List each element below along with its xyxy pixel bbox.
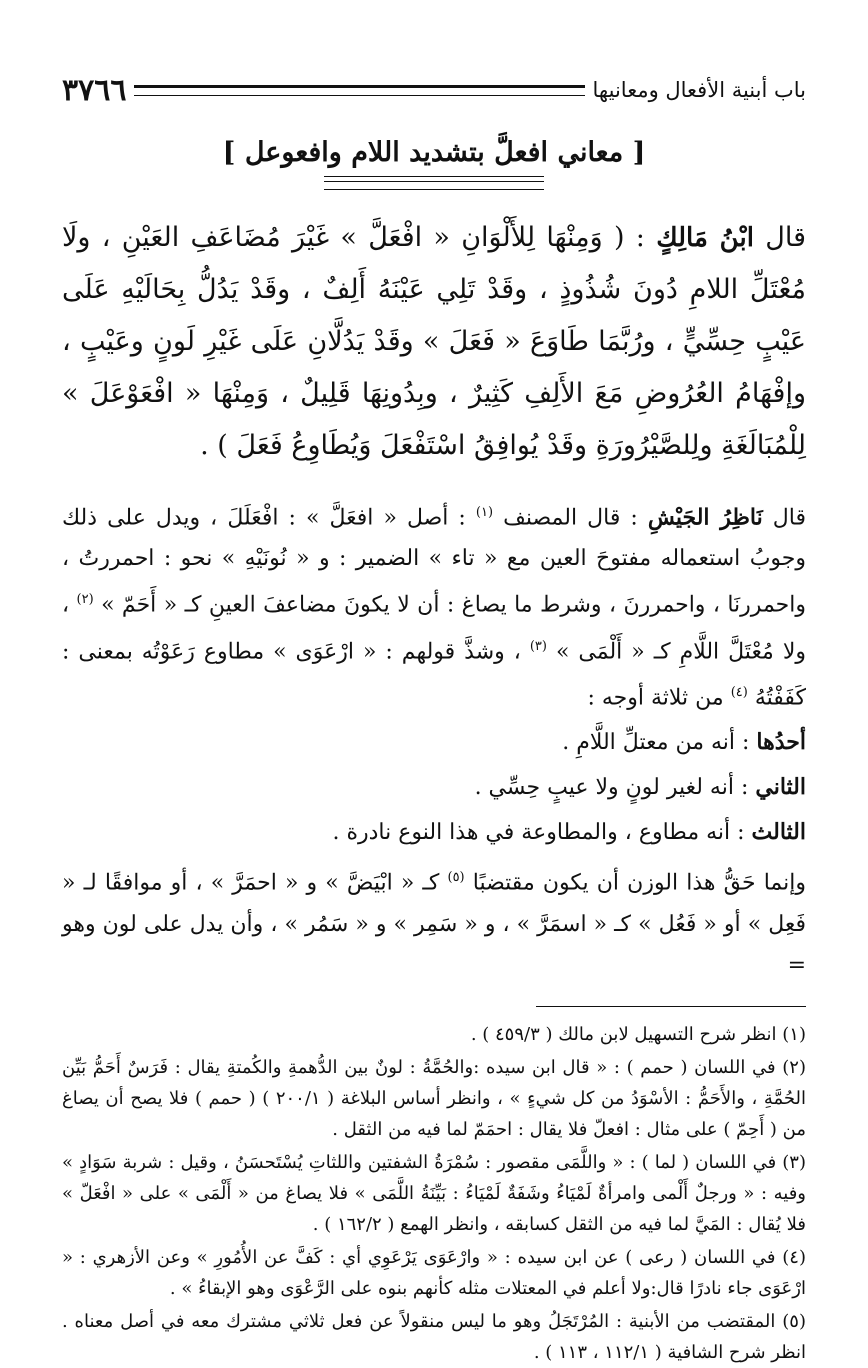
sharh-text: ، وشذَّ قولهم : « ارْعَوَى » مطاوع رَعَوْتُه بمعنى : كَفَفْتُهُ [62,638,806,711]
sharh-text: ، ولا مُعْتَلَّ اللَّامِ كـ « أَلْمَى » [62,592,806,664]
item-label: الثالث [751,819,806,846]
sharh-text-block [62,492,806,986]
footnotes [62,1019,806,1368]
section-title: [ معاني افعلَّ بتشديد اللام وافعوعل ] [222,137,646,168]
footnote-ref-1: (١) [475,505,494,520]
page-number: ٣٧٦٦ [62,72,127,108]
footnote-separator [536,1006,806,1007]
sharh-text: وإنما حَقُّ هذا الوزن أن يكون مقتضبًا [464,870,806,896]
running-head [62,70,806,110]
footnote-2: (٢) في اللسان ( حمم ) : « قال ابن سيده :والحُمَّةُ : لونٌ بين الدُّهمةِ والكُمتةِ يقال : فَرَسٌ أَحَمُّ بَيِّن الحُمَّةِ ، والأَحَمُّ : الأسْوَدُ من كل شيءٍ » ، وانظر أساس البلاغة ( ٢٠٠/١ ) ( حمم ) فلا يصح أن يصاغ من ( أَحِمّ ) على مثال : افعلّ فلا يقال : احمَمّ لما فيه من الثقل . [62,1056,807,1140]
item-label: الثاني [755,774,806,801]
sharh-author: نَاظِرُ الجَيْشِ [647,504,763,531]
sharh-paragraph-2 [62,857,806,985]
list-item [62,767,806,808]
footnote-5: (٥) المقتضب من الأبنية : المُرْتَجَلُ وهو ما ليس منقولاً عن فعل ثلاثي مشترك معه في أصل معناه . انظر شرح الشافية ( ١١٢/١ ، ١١٣ ) . [62,1310,806,1363]
footnote-ref-5: (٥) [447,870,465,886]
item-text: : أنه لغير لونٍ ولا عيبٍ حِسِّي . [474,775,756,801]
sharh-text: من ثلاثة أوجه : [587,685,731,711]
running-title: باب أبنية الأفعال ومعانيها [592,78,806,102]
header-rule [134,85,584,96]
item-text: : أنه من معتلِّ اللَّامِ . [562,730,757,756]
matn-author: ابْنُ مَالِكٍ [656,223,754,253]
matn-body: : ( وَمِنْهَا لِلأَلْوَانِ « افْعَلَّ » غَيْرَ مُضَاعَفِ العَيْنِ ، ولَا مُعْتَلِّ اللامِ دُونَ شُذُوذٍ ، وقَدْ تَلِي عَيْنَهُ أَلِفٌ ، وقَدْ يَدُلُّ بِحَالَيْهِ عَلَى عَيْبٍ حِسِّيٍّ ، ورُبَّمَا طَاوَعَ « فَعَلَ » وقَدْ يَدُلَّانِ عَلَى غَيْرِ لَونٍ وعَيْبٍ ، وإفْهَامُ العُرُوضِ مَعَ الأَلِفِ كَثِيرٌ ، وبِدُونِهَا قَلِيلٌ ، وَمِنْهَا « افْعَوْعَلَ » لِلْمُبَالَغَةِ ولِلصَّيْرُورَةِ وقَدْ يُوافِقُ اسْتَفْعَلَ وَيُطَاوِعُ فَعَلَ ) . [62,222,806,461]
sharh-paragraph-1 [62,492,806,718]
list-item [62,812,806,853]
sharh-text: كـ « ابْيَضَّ » و « احمَرَّ » ، أو موافقًا لـ « فَعِل » أو « فَعُل » كـ « اسمَرَّ » ، و « سَمِر » و « سَمُر » ، وأن يدل على لون وهو = [62,870,806,978]
footnote-3: (٣) في اللسان ( لما ) : « واللَّمَى مقصور : سُمْرَةُ الشفتين واللثاتِ يُسْتَحسَنُ ، وقيل : شربة سَوَادٍ » وفيه : « ورجلٌ أَلْمى وامرأةٌ لَمْيَاءُ وشَفَةٌ لَمْيَاءُ : بَيِّنَةُ اللَّمَى » فلا يصاغ من « أَلْمَى » على « افْعَلّ » فلا يُقال : المَيَّ لما فيه من الثقل كسابقه ، وانظر الهمع ( ١٦٢/٢ ) . [62,1151,806,1235]
title-underline [324,176,544,190]
matn-label: قال [765,222,806,253]
list-item [62,722,806,763]
matn-paragraph [62,212,806,472]
footnote-ref-2: (٢) [76,592,94,608]
footnote-ref-3: (٣) [529,638,547,654]
item-text: : أنه مطاوع ، والمطاوعة في هذا النوع نادرة . [332,820,752,846]
footnote-ref-4: (٤) [730,684,748,700]
item-label: أحدُها [756,729,806,756]
footnote-1: (١) انظر شرح التسهيل لابن مالك ( ٤٥٩/٣ ) . [470,1023,806,1045]
footnote-4: (٤) في اللسان ( رعى ) عن ابن سيده : « وارْعَوَى يَرْعَوِي أي : كَفَّ عن الأُمُورِ » وعن الأزهري : « ارْعَوَى جاء نادرًا قال:ولا أعلم في المعتلات مثله كأنهم بنوه على الرَّعْوَى وهو الإبقاءُ » . [62,1246,806,1299]
sharh-label: قال [772,505,806,531]
matn-text-block [62,212,806,472]
sharh-text: : أصل « افعَلَّ » : افْعَلَلَ ، ويدل على ذلك وجوبُ استعماله مفتوحَ العين مع « تاء » الضمير : و « نُونَيْهِ » نحو : احمررتُ ، واحمررنَا ، واحمررنَ ، وشرط ما يصاغ : أن لا يكونَ مضاعفَ العينِ كـ « أَحَمّ » [62,505,806,618]
sharh-text: : قال المصنف [493,505,648,531]
